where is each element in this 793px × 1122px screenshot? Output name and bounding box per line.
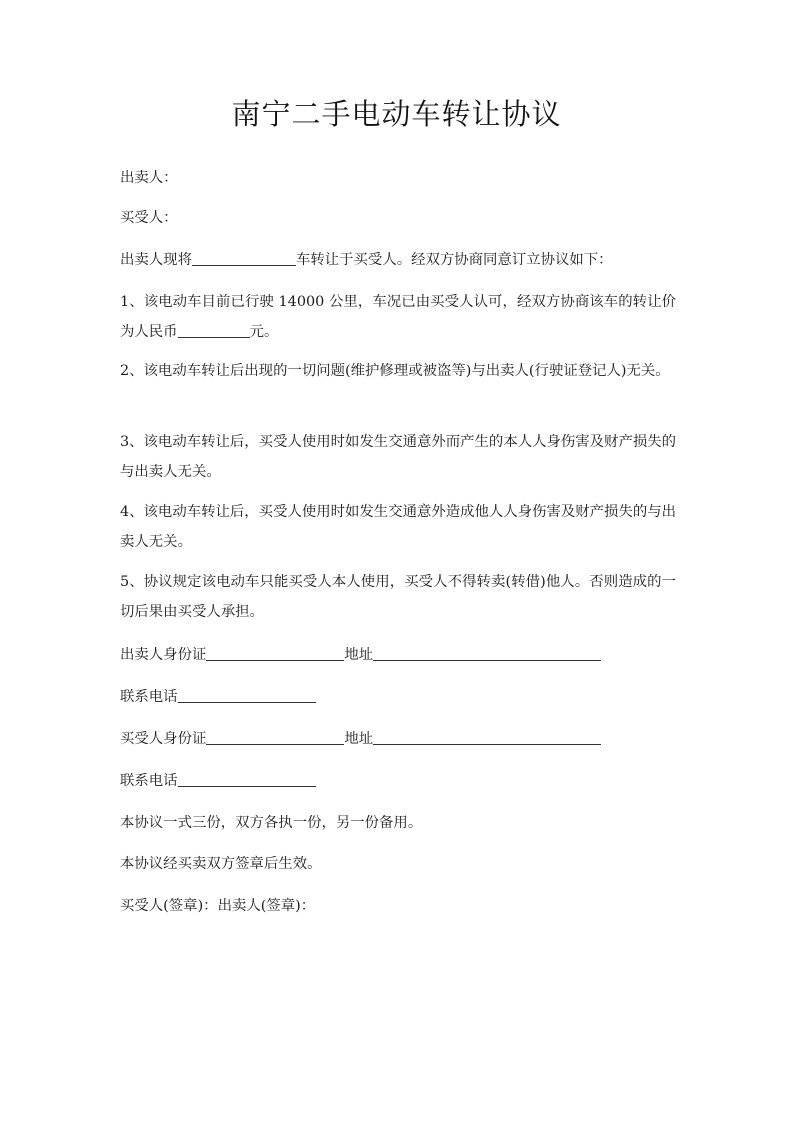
intro-text-after: 车转让于买受人。经双方协商同意订立协议如下：: [295, 252, 613, 268]
buyer-id-row: [120, 724, 676, 754]
seller-label: 出卖人：: [120, 170, 178, 186]
seller-address-blank: [373, 645, 601, 661]
clause-1-unit: 元。: [249, 324, 279, 340]
intro-paragraph: [120, 245, 676, 275]
clause-4: 4、该电动车转让后，买受人使用时如发生交通意外造成他人人身伤害及财产损失的与出卖人无关。: [120, 504, 677, 550]
seller-address-label: 地址: [344, 647, 374, 663]
clause-5: 5、协议规定该电动车只能买受人本人使用，买受人不得转卖(转借)他人。否则造成的一切后果由买受人承担。: [120, 574, 676, 620]
effect-note: 本协议经买卖双方签章后生效。: [120, 856, 322, 872]
price-blank: [178, 322, 250, 338]
clause-3: 3、该电动车转让后，买受人使用时如发生交通意外而产生的本人人身伤害及财产损失的与出卖人无关。: [120, 434, 677, 480]
buyer-phone-blank: [178, 771, 316, 787]
intro-text-before: 出卖人现将: [120, 252, 192, 268]
document-title: 南宁二手电动车转让协议: [231, 97, 562, 131]
clause-2: 2、该电动车转让后出现的一切问题(维护修理或被盗等)与出卖人(行驶证登记人)无关。: [120, 363, 670, 379]
seller-phone-row: [120, 682, 676, 712]
seller-phone-label: 联系电话: [120, 689, 178, 705]
copies-note: 本协议一式三份，双方各执一份，另一份备用。: [120, 815, 423, 831]
buyer-address-label: 地址: [344, 731, 374, 747]
seller-id-blank: [206, 645, 344, 661]
buyer-phone-label: 联系电话: [120, 773, 178, 789]
buyer-label: 买受人：: [120, 210, 178, 226]
buyer-phone-row: [120, 766, 676, 796]
buyer-id-label: 买受人身份证: [120, 731, 207, 747]
seller-id-label: 出卖人身份证: [120, 647, 207, 663]
seller-id-row: [120, 640, 676, 670]
clause-1: [120, 287, 676, 347]
seller-phone-blank: [178, 687, 316, 703]
clause-1-text: 1、该电动车目前已行驶 14000 公里，车况已由买受人认可，经双方协商该车的转让价为人民币: [120, 294, 676, 340]
buyer-id-blank: [206, 729, 344, 745]
vehicle-name-blank: [192, 250, 296, 266]
signature-line: 买受人(签章)：出卖人(签章)：: [120, 898, 316, 914]
buyer-address-blank: [373, 729, 601, 745]
